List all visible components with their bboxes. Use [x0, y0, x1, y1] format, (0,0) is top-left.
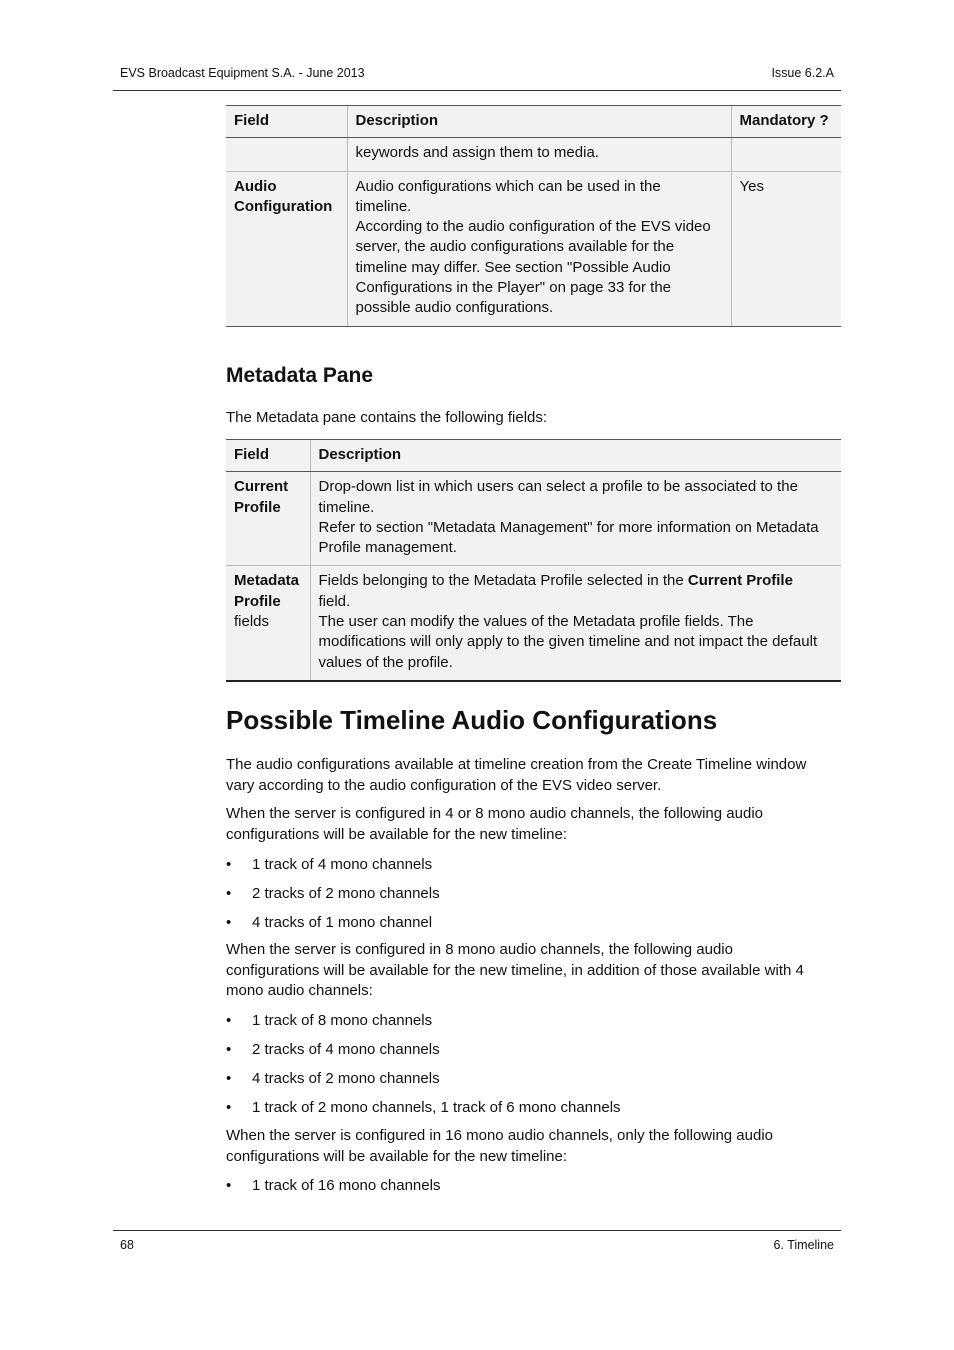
fields-table-continued [226, 105, 841, 327]
paragraph-line: When the server is configured in 16 mono audio channels, only the following audio [226, 1127, 774, 1144]
description-line: Configurations in the Player" on page 33 for the [355, 279, 672, 297]
description-line [319, 571, 834, 591]
section-heading: Metadata Pane [226, 364, 374, 387]
list-item: • 1 track of 16 mono channels [226, 1176, 440, 1205]
audio-config-section [226, 705, 841, 1205]
description-cell: keywords and assign them to media. [347, 138, 731, 171]
list-item: • 1 track of 2 mono channels, 1 track of 6 mono channels [226, 1098, 621, 1127]
description-bold-term: Current Profile [687, 572, 793, 590]
field-name-line: Audio [234, 177, 277, 195]
metadata-fields-table [226, 439, 841, 682]
description-cell [347, 171, 731, 326]
description-line: According to the audio configuration of the EVS video [355, 218, 711, 236]
description-line: Profile management. [318, 539, 457, 557]
list-item: • 4 tracks of 1 mono channel [226, 913, 440, 942]
chapter-label: 6. Timeline [773, 1238, 834, 1252]
header-right: Issue 6.2.A [771, 66, 834, 80]
mandatory-cell: Yes [731, 171, 841, 326]
field-cell [226, 566, 310, 681]
description-cell [310, 566, 841, 681]
column-header: Field [226, 440, 310, 472]
table-row [226, 472, 841, 566]
column-header: Mandatory ? [731, 106, 841, 138]
description-line: The user can modify the values of the Metadata profile fields. The [318, 613, 754, 631]
paragraph-line: configurations will be available for the new timeline: [226, 825, 568, 843]
column-header: Description [310, 440, 841, 472]
description-line: Refer to section "Metadata Management" for more information on Metadata [318, 518, 819, 536]
field-cell [226, 138, 347, 171]
description-line: server, the audio configurations available for the [355, 238, 675, 256]
list-item: • 2 tracks of 2 mono channels [226, 884, 440, 913]
field-name-line: Profile [234, 592, 281, 610]
description-line: Audio configurations which can be used in the [355, 177, 661, 195]
description-line: possible audio configurations. [355, 299, 554, 317]
table-row [226, 138, 841, 171]
field-name-line: Current [234, 478, 289, 496]
mandatory-cell [731, 138, 841, 171]
description-line: field. [318, 592, 351, 610]
paragraph-line: When the server is configured in 4 or 8 mono audio channels, the following audio [226, 805, 763, 822]
table-header-row [226, 440, 841, 472]
field-cell [226, 171, 347, 326]
field-cell [226, 472, 310, 566]
header-left: EVS Broadcast Equipment S.A. - June 2013 [120, 66, 365, 80]
field-name-line: Metadata [234, 572, 300, 590]
list-item: • 2 tracks of 4 mono channels [226, 1040, 621, 1069]
paragraph-line: configurations will be available for the new timeline: [226, 1147, 568, 1165]
description-line: timeline. [355, 197, 412, 215]
column-header: Field [226, 106, 347, 138]
field-name-suffix: fields [234, 613, 270, 631]
paragraph-line: mono audio channels: [226, 982, 373, 999]
page-number: 68 [120, 1238, 134, 1252]
paragraph [226, 755, 836, 796]
footer-divider [113, 1230, 841, 1231]
description-line: Drop-down list in which users can select a profile to be associated to the [318, 478, 798, 496]
paragraph [226, 804, 836, 845]
field-name-line: Profile [234, 498, 281, 516]
bullet-list [226, 1176, 440, 1205]
table-header-row [226, 106, 841, 138]
paragraph-line: vary according to the audio configuration of the EVS video server. [226, 776, 662, 794]
description-line: modifications will only apply to the given timeline and not impact the default [318, 633, 818, 651]
paragraph-line: configurations will be available for the new timeline, in addition of those available with 4 [226, 961, 804, 979]
table-row [226, 566, 841, 681]
table-row [226, 171, 841, 326]
paragraph [226, 1126, 836, 1167]
header-divider [113, 90, 841, 91]
description-text: Fields belonging to the Metadata Profile selected in the [318, 572, 688, 590]
bullet-list [226, 855, 440, 942]
description-line: timeline may differ. See section "Possible Audio [355, 258, 671, 276]
paragraph-line: The audio configurations available at timeline creation from the Create Timeline window [226, 756, 807, 773]
list-item: • 1 track of 8 mono channels [226, 1011, 621, 1040]
bullet-list [226, 1011, 621, 1127]
list-item: • 4 tracks of 2 mono channels [226, 1069, 621, 1098]
paragraph [226, 940, 836, 1002]
description-line: timeline. [318, 498, 375, 516]
field-name-line: Configuration [234, 197, 333, 215]
description-line: values of the profile. [318, 653, 453, 671]
description-cell [310, 472, 841, 566]
section-title: Possible Timeline Audio Configurations [226, 705, 718, 735]
paragraph-line: When the server is configured in 8 mono audio channels, the following audio [226, 941, 733, 958]
column-header: Description [347, 106, 731, 138]
list-item: • 1 track of 4 mono channels [226, 855, 440, 884]
section-intro: The Metadata pane contains the following fields: [226, 409, 548, 426]
